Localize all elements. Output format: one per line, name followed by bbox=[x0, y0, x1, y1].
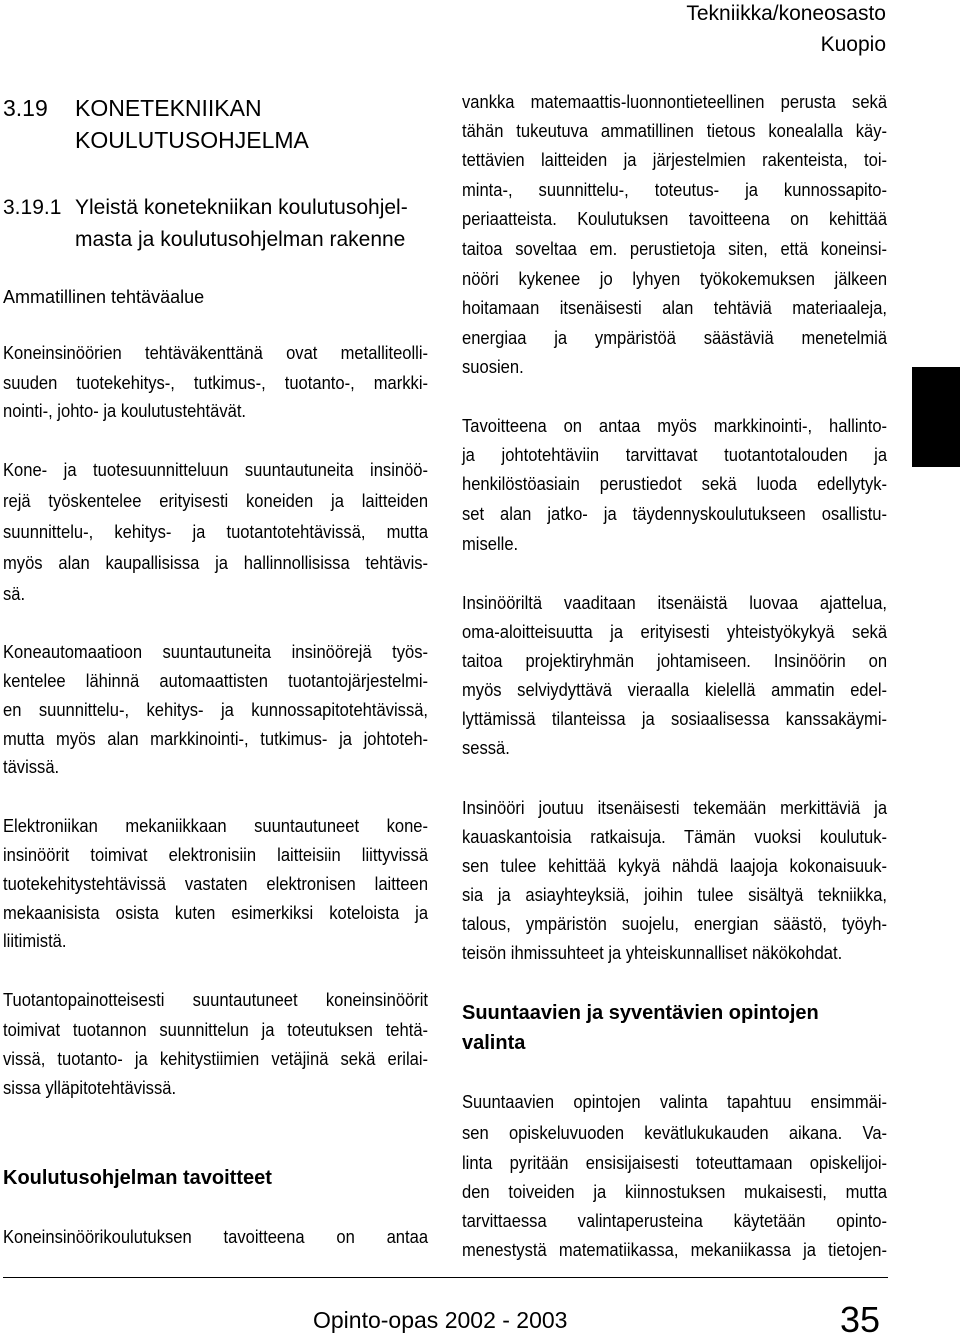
paragraph-line: teisön ihmissuhteet ja yhteiskunnalliset näkökohdat. bbox=[462, 943, 843, 963]
paragraph-line: tarvittaessa valintaperusteina käytetään opinto- bbox=[462, 1211, 888, 1231]
paragraph-line: menestystä matematiikassa, mekaniikassa ja tietojen- bbox=[462, 1240, 888, 1260]
paragraph-line: energiaa ja ympäristöä säästäviä menetelmiä bbox=[462, 328, 888, 348]
paragraph-line: Elektroniikan mekaniikkaan suuntautuneet kone- bbox=[3, 816, 429, 836]
subheading-professional-field: Ammatillinen tehtäväalue bbox=[3, 287, 205, 307]
paragraph-line: Kone- ja tuotesuunnitteluun suuntautuneita insinöö- bbox=[3, 460, 429, 480]
paragraph-line: tuotekehitystehtävissä vastaten elektronisen laitteen bbox=[3, 874, 429, 894]
paragraph-line: Koneinsinöörien tehtäväkenttänä ovat metalliteolli- bbox=[3, 343, 429, 363]
paragraph-line: den toiveiden ja kiinnostuksen mukaisesti, mutta bbox=[462, 1182, 888, 1202]
paragraph-line: taitoa projektiryhmän johtamiseen. Insinöörin on bbox=[462, 651, 888, 671]
paragraph-line: lyttämissä tilanteissa ja sosiaalisessa kanssakäymi- bbox=[462, 709, 888, 729]
paragraph-line: myös alan kaupallisissa ja hallinnollisissa tehtävis- bbox=[3, 553, 429, 573]
paragraph-line: tävissä. bbox=[3, 757, 60, 777]
subsection-title-line-1: Yleistä konetekniikan koulutusohjel- bbox=[75, 196, 408, 219]
paragraph-line: miselle. bbox=[462, 534, 519, 554]
paragraph-line: mekaanisista osista kuten esimerkiksi koteloista ja bbox=[3, 903, 429, 923]
paragraph-line: insinöörit toimivat elektronisiin laitteisiin liittyvissä bbox=[3, 845, 429, 865]
paragraph-line: linta pyritään ensisijaisesti toteuttamaan opiskelijoi- bbox=[462, 1153, 888, 1173]
paragraph-line: nointi-, johto- ja koulutustehtävät. bbox=[3, 401, 247, 421]
paragraph-line: minta-, suunnittelu-, toteutus- ja kunnossapito- bbox=[462, 180, 888, 200]
paragraph-line: ja johtotehtäviin tarvittavat tuotantotalouden ja bbox=[462, 445, 888, 465]
paragraph-line: suunnittelu-, kehitys- ja tuotantotehtävissä, mutta bbox=[3, 522, 429, 542]
paragraph-line: periaatteista. Koulutuksen tavoitteena on kehittää bbox=[462, 209, 888, 229]
paragraph-line: tähän tukeutuva ammatillinen tietous konealalla käy- bbox=[462, 121, 888, 141]
paragraph-line: Suuntaavien opintojen valinta tapahtuu ensimmäi- bbox=[462, 1092, 888, 1112]
heading-elective-selection-line-1: Suuntaavien ja syventävien opintojen bbox=[462, 1002, 819, 1024]
paragraph-line: sen tulee kehittää kykyä nähdä laajoja kokonaisuuk- bbox=[462, 856, 888, 876]
header-department: Tekniikka/koneosasto bbox=[686, 2, 886, 25]
paragraph-line: hoitamaan itsenäisesti alan tehtäviä materiaaleja, bbox=[462, 298, 888, 318]
paragraph-line: myös selviydyttävä vieraalla kielellä ammatin edel- bbox=[462, 680, 888, 700]
subsection-title-line-2: masta ja koulutusohjelman rakenne bbox=[75, 228, 406, 251]
footer-divider bbox=[3, 1277, 888, 1278]
page-number: 35 bbox=[840, 1299, 881, 1340]
heading-program-goals: Koulutusohjelman tavoitteet bbox=[3, 1167, 272, 1189]
paragraph-line: sessä. bbox=[462, 738, 510, 758]
paragraph-line: vissä, tuotanto- ja kehitystiimien vetäjinä sekä erilai- bbox=[3, 1049, 429, 1069]
paragraph-line: Insinööri joutuu itsenäisesti tekemään merkittäviä ja bbox=[462, 798, 888, 818]
paragraph-line: henkilöstöasiain perustiedot sekä luoda edellytyk- bbox=[462, 474, 888, 494]
paragraph-line: set alan jatko- ja täydennyskoulutukseen osallistu- bbox=[462, 504, 888, 524]
footer-title: Opinto-opas 2002 - 2003 bbox=[313, 1307, 568, 1333]
paragraph-line: tettävien laitteiden ja järjestelmien rakenteista, toi- bbox=[462, 150, 888, 170]
paragraph-line: mutta myös alan markkinointi-, tutkimus- ja johtoteh- bbox=[3, 729, 429, 749]
paragraph-line: Koneautomaatioon suuntautuneita insinöörejä työs- bbox=[3, 642, 429, 662]
section-title-line-1: KONETEKNIIKAN bbox=[75, 95, 262, 121]
paragraph-line: suosien. bbox=[462, 357, 524, 377]
section-tab-marker bbox=[912, 367, 960, 467]
paragraph-line: sissa ylläpitotehtävissä. bbox=[3, 1078, 177, 1098]
paragraph-line: kauaskantoisia ratkaisuja. Tämän vuoksi koulutuk- bbox=[462, 827, 888, 847]
paragraph-line: sen opiskeluvuoden kevätlukukauden aikana. Va- bbox=[462, 1123, 888, 1143]
section-number: 3.19 bbox=[3, 95, 48, 121]
paragraph-line: rejä työskentelee erityisesti koneiden ja laitteiden bbox=[3, 491, 429, 511]
paragraph-line: taitoa soveltaa em. perustietoja siten, että koneinsi- bbox=[462, 239, 888, 259]
paragraph-line: kentelee lähinnä automaattisten tuotantojärjestelmi- bbox=[3, 671, 429, 691]
paragraph-line: sia ja asiayhteyksiä, joihin tulee sisältyä tekniikka, bbox=[462, 885, 888, 905]
heading-elective-selection-line-2: valinta bbox=[462, 1032, 526, 1054]
subsection-number: 3.19.1 bbox=[3, 196, 62, 219]
paragraph-line: nööri kykenee jo lyhyen työkokemuksen jälkeen bbox=[462, 269, 888, 289]
paragraph-line: Tuotantopainotteisesti suuntautuneet koneinsinöörit bbox=[3, 990, 429, 1010]
paragraph-line: talous, ympäristön suojelu, energian säästö, työyh- bbox=[462, 914, 888, 934]
paragraph-line: vankka matemaattis-luonnontieteellinen perusta sekä bbox=[462, 92, 888, 112]
paragraph-line: liitimistä. bbox=[3, 931, 67, 951]
paragraph-line: Tavoitteena on antaa myös markkinointi-, hallinto- bbox=[462, 416, 888, 436]
paragraph-line: sä. bbox=[3, 584, 26, 604]
paragraph-line: en suunnittelu-, kehitys- ja kunnossapitotehtävissä, bbox=[3, 700, 429, 720]
section-title-line-2: KOULUTUSOHJELMA bbox=[75, 127, 309, 153]
paragraph-line: Insinööriltä vaaditaan itsenäistä luovaa ajattelua, bbox=[462, 593, 888, 613]
header-city: Kuopio bbox=[820, 33, 886, 56]
paragraph-line: toimivat tuotannon suunnittelun ja toteutuksen tehtä- bbox=[3, 1020, 429, 1040]
paragraph-line: Koneinsinöörikoulutuksen tavoitteena on antaa bbox=[3, 1227, 429, 1247]
paragraph-line: suuden tuotekehitys-, tutkimus-, tuotanto-, markki- bbox=[3, 373, 429, 393]
paragraph-line: oma-aloitteisuutta ja erityisesti yhteistyökykyä sekä bbox=[462, 622, 888, 642]
